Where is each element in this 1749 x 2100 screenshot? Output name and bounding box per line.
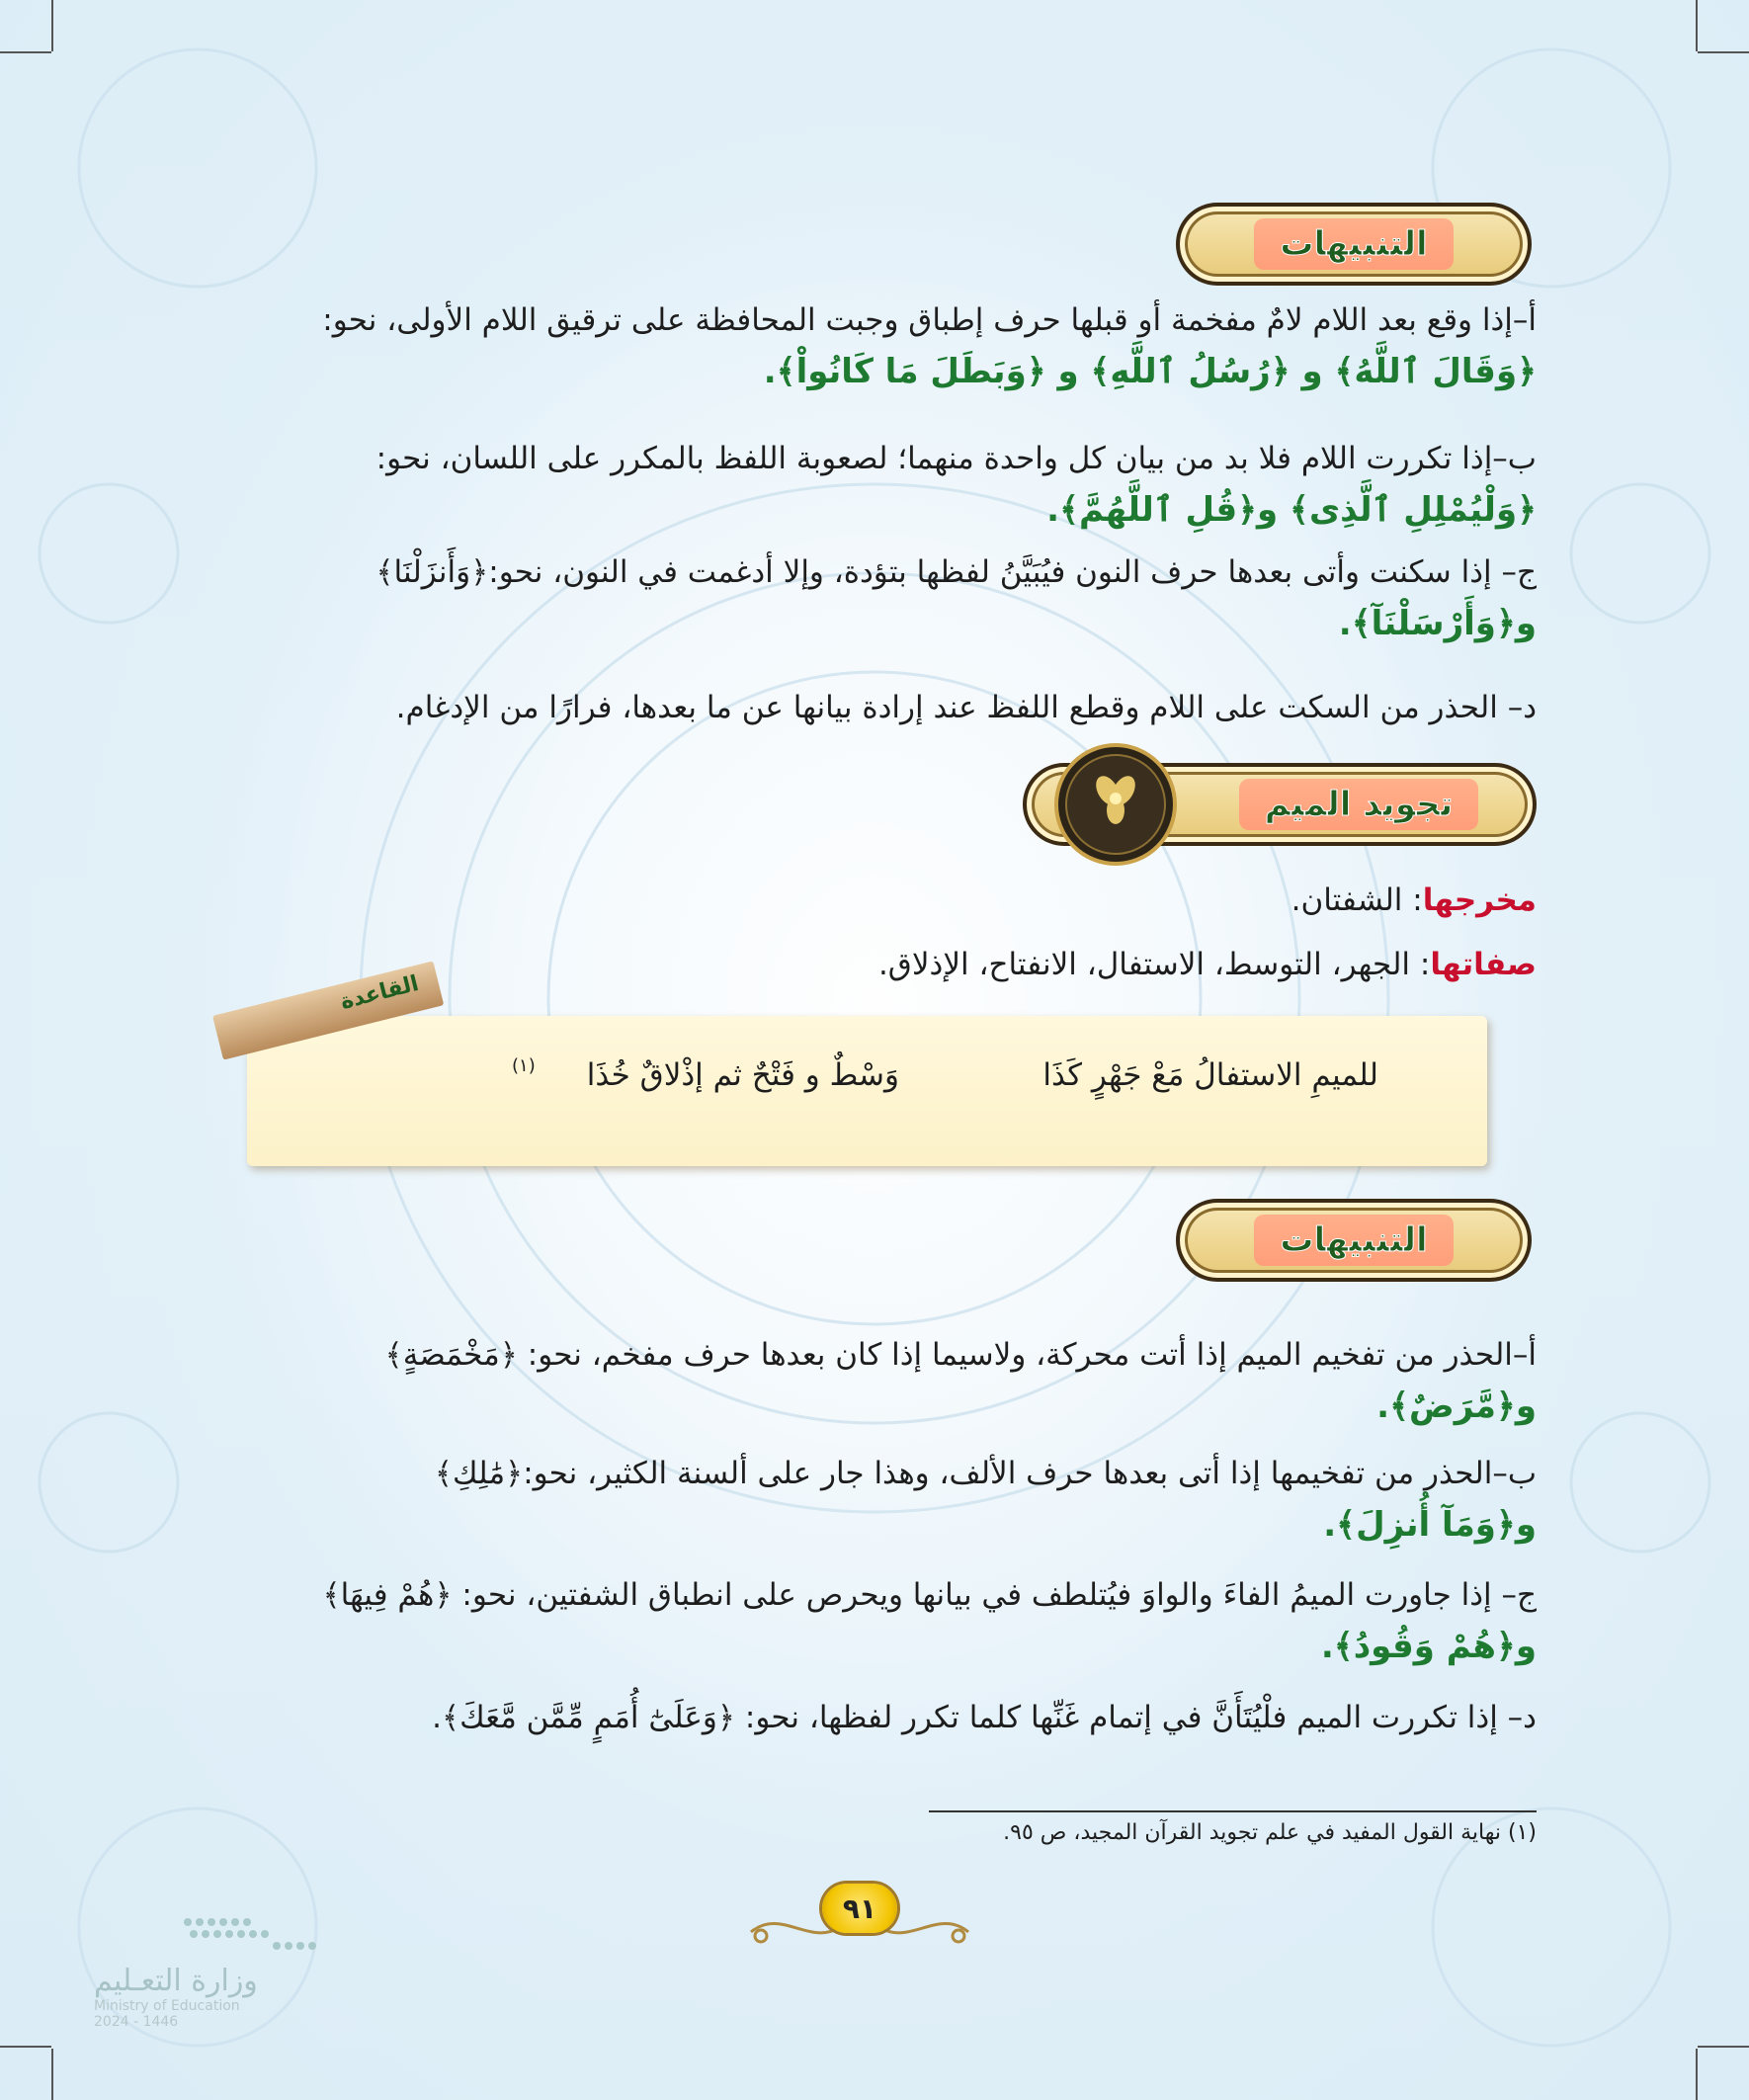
- crop-mark: [1696, 2049, 1698, 2100]
- crop-mark: [0, 2046, 51, 2048]
- ministry-dots-icon: [178, 1912, 336, 1958]
- sifat-value: : الجهر، التوسط، الاستفال، الانفتاح، الإذلاق.: [877, 947, 1431, 982]
- ministry-name-en: Ministry of Education: [94, 1998, 240, 2014]
- crop-mark: [51, 2049, 53, 2100]
- crop-mark: [1698, 2046, 1749, 2048]
- note-1-b: [208, 433, 1537, 537]
- quran-examples: و﴿وَأَرْسَلْنَآ﴾.: [1338, 604, 1537, 643]
- note-text: ب–الحذر من تفخيمها إذا أتى بعدها حرف الألف، وهذا جار على ألسنة الكثير، نحو:﴿مَٰلِكِ﴾: [434, 1456, 1537, 1491]
- note-text: ب–إذا تكررت اللام فلا بد من بيان كل واحدة منهما؛ لصعوبة اللفظ بالمكرر على اللسان، نحو:: [375, 441, 1537, 476]
- crop-mark: [0, 51, 51, 53]
- heading-title: التنبيهات: [1254, 218, 1453, 270]
- ministry-name-ar: وزارة التعـليم: [94, 1964, 258, 1998]
- note-2-a: [208, 1329, 1537, 1433]
- poem-hemistich-right: للميمِ الاستفالُ مَعْ جَهْرٍ كَذَا: [1042, 1057, 1378, 1093]
- note-text: د– الحذر من السكت على اللام وقطع اللفظ عند إرادة بيانها عن ما بعدها، فرارًا من الإدغام.: [395, 690, 1537, 725]
- section-heading-notes-1: [1176, 203, 1532, 286]
- heading-title: تجويد الميم: [1239, 779, 1479, 830]
- note-2-b: [208, 1448, 1537, 1552]
- note-2-d: [208, 1692, 1537, 1743]
- footnote-rule: [929, 1810, 1537, 1812]
- page-number: ٩١: [822, 1884, 897, 1933]
- poem-hemistich-left: وَسْطٌ و فَتْحٌ ثم إذْلاقٌ خُذَا: [586, 1057, 899, 1093]
- sifat-label: صفاتها: [1430, 947, 1537, 982]
- quran-examples: ﴿وَقَالَ ٱللَّهُ﴾ و ﴿رُسُلُ ٱللَّهِ﴾ و ﴿وَبَطَلَ مَا كَانُواْ﴾.: [763, 352, 1537, 391]
- quran-examples: و﴿مَّرَضٌ﴾.: [1376, 1386, 1537, 1426]
- note-text: أ–إذا وقع بعد اللام لامٌ مفخمة أو قبلها حرف إطباق وجبت المحافظة على ترقيق اللام الأولى، نحو:: [322, 302, 1537, 338]
- quran-examples: ﴿وَلْيُمْلِلِ ٱلَّذِى﴾ و﴿قُلِ ٱللَّهُمَّ﴾.: [1046, 490, 1537, 530]
- note-text: ج– إذا سكنت وأتى بعدها حرف النون فيُبَيَّنُ لفظها بتؤدة، وإلا أدغمت في النون، نحو:﴿وَأَنزَلْنَا﴾: [375, 554, 1537, 590]
- quran-examples: و﴿وَمَآ أُنزِلَ﴾.: [1323, 1505, 1537, 1545]
- footnote: (١) نهاية القول المفيد في علم تجويد القرآن المجيد، ص ٩٥.: [1003, 1820, 1537, 1845]
- note-1-c: [208, 546, 1537, 650]
- section-heading-meem: [1023, 763, 1537, 846]
- ribbon-label: القاعدة: [337, 971, 422, 1015]
- poem-footnote-ref: (١): [512, 1055, 536, 1076]
- note-1-d: [208, 682, 1537, 733]
- note-text: أ–الحذر من تفخيم الميم إذا أتت محركة، ولاسيما إذا كان بعدها حرف مفخم، نحو: ﴿مَخْمَصَةٍ﴾: [384, 1337, 1537, 1373]
- crop-mark: [1698, 51, 1749, 53]
- note-1-a: [208, 294, 1537, 398]
- crop-mark: [51, 0, 53, 51]
- note-text: د– إذا تكررت الميم فلْيُتَأَنَّ في إتمام غَنِّها كلما تكرر لفظها، نحو: ﴿وَعَلَىٰٓ أُمَمٍ مِّمَّن مَّعَكَ﴾.: [432, 1700, 1537, 1735]
- ministry-year: 2024 - 1446: [94, 2014, 179, 2030]
- note-2-c: [208, 1569, 1537, 1673]
- section-heading-notes-2: [1176, 1199, 1532, 1282]
- makhraj-label: مخرجها: [1422, 882, 1537, 918]
- note-text: ج– إذا جاورت الميمُ الفاءَ والواوَ فيُتلطف في بيانها ويحرص على انطباق الشفتين، نحو: ﴿هُمْ فِيهَا﴾: [322, 1577, 1537, 1613]
- ministry-logo: [94, 1912, 292, 2030]
- crop-mark: [1696, 0, 1698, 51]
- flower-emblem-icon: [1052, 741, 1179, 868]
- makhraj-line: [208, 875, 1537, 926]
- quran-examples: و﴿هُمْ وَقُودُ﴾.: [1320, 1627, 1537, 1666]
- makhraj-value: : الشفتان.: [1291, 882, 1423, 918]
- heading-title: التنبيهات: [1254, 1215, 1453, 1266]
